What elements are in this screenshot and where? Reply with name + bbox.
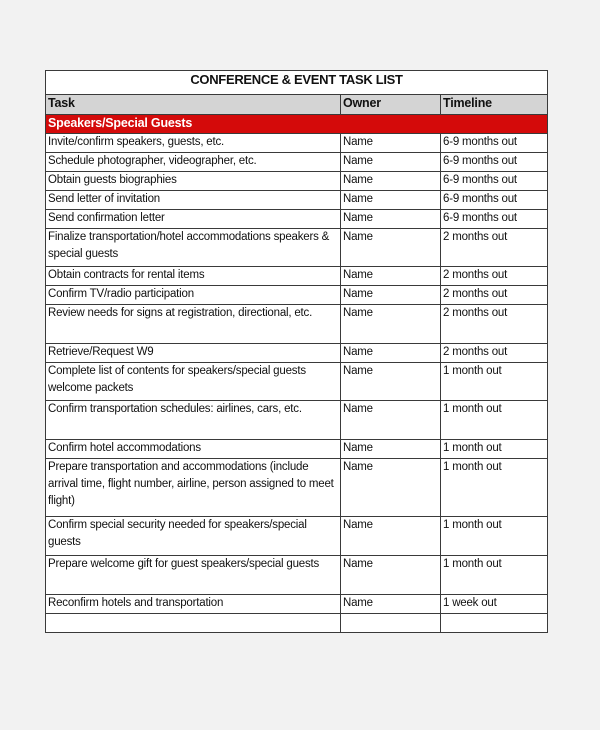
task-cell: Review needs for signs at registration, directional, etc.	[46, 305, 341, 344]
task-cell: Obtain contracts for rental items	[46, 267, 341, 286]
timeline-cell: 2 months out	[441, 286, 548, 305]
table-row	[46, 363, 548, 401]
table-row	[46, 440, 548, 459]
task-cell: Finalize transportation/hotel accommodations speakers & special guests	[46, 229, 341, 267]
table-row	[46, 614, 548, 633]
task-cell: Confirm hotel accommodations	[46, 440, 341, 459]
task-cell: Retrieve/Request W9	[46, 344, 341, 363]
owner-cell: Name	[341, 517, 441, 556]
header-row	[46, 95, 548, 115]
task-cell: Reconfirm hotels and transportation	[46, 595, 341, 614]
owner-cell: Name	[341, 440, 441, 459]
timeline-cell: 6-9 months out	[441, 172, 548, 191]
timeline-cell: 1 month out	[441, 459, 548, 517]
owner-cell: Name	[341, 363, 441, 401]
timeline-cell: 6-9 months out	[441, 134, 548, 153]
timeline-cell: 1 month out	[441, 440, 548, 459]
task-cell: Confirm special security needed for speakers/special guests	[46, 517, 341, 556]
table-row	[46, 134, 548, 153]
task-cell: Prepare transportation and accommodations (include arrival time, flight number, airline, person assigned to meet flight)	[46, 459, 341, 517]
timeline-cell: 1 month out	[441, 556, 548, 595]
task-cell: Invite/confirm speakers, guests, etc.	[46, 134, 341, 153]
task-cell: Send confirmation letter	[46, 210, 341, 229]
title-row	[46, 71, 548, 95]
timeline-cell: 2 months out	[441, 305, 548, 344]
task-cell: Complete list of contents for speakers/special guests welcome packets	[46, 363, 341, 401]
owner-cell: Name	[341, 459, 441, 517]
timeline-cell: 6-9 months out	[441, 191, 548, 210]
timeline-cell	[441, 614, 548, 633]
timeline-cell: 2 months out	[441, 344, 548, 363]
owner-cell: Name	[341, 401, 441, 440]
owner-cell: Name	[341, 191, 441, 210]
timeline-cell: 6-9 months out	[441, 153, 548, 172]
owner-cell: Name	[341, 134, 441, 153]
owner-cell: Name	[341, 344, 441, 363]
table-row	[46, 344, 548, 363]
owner-cell: Name	[341, 286, 441, 305]
owner-cell: Name	[341, 172, 441, 191]
table-row	[46, 191, 548, 210]
table-row	[46, 556, 548, 595]
timeline-cell: 1 month out	[441, 401, 548, 440]
table-row	[46, 229, 548, 267]
table-row	[46, 267, 548, 286]
table-row	[46, 401, 548, 440]
table-row	[46, 517, 548, 556]
timeline-column-header: Timeline	[441, 95, 548, 115]
table-row	[46, 305, 548, 344]
owner-cell: Name	[341, 267, 441, 286]
table-row	[46, 153, 548, 172]
task-cell: Confirm TV/radio participation	[46, 286, 341, 305]
timeline-cell: 6-9 months out	[441, 210, 548, 229]
table-row	[46, 172, 548, 191]
timeline-cell: 1 month out	[441, 363, 548, 401]
task-cell: Send letter of invitation	[46, 191, 341, 210]
table-row	[46, 459, 548, 517]
timeline-cell: 1 week out	[441, 595, 548, 614]
owner-cell: Name	[341, 595, 441, 614]
owner-column-header: Owner	[341, 95, 441, 115]
task-cell: Schedule photographer, videographer, etc.	[46, 153, 341, 172]
table-row	[46, 210, 548, 229]
owner-cell: Name	[341, 229, 441, 267]
table-row	[46, 595, 548, 614]
section-title: Speakers/Special Guests	[46, 115, 548, 134]
owner-cell: Name	[341, 556, 441, 595]
timeline-cell: 1 month out	[441, 517, 548, 556]
timeline-cell: 2 months out	[441, 267, 548, 286]
task-cell: Obtain guests biographies	[46, 172, 341, 191]
table-row	[46, 286, 548, 305]
task-cell: Prepare welcome gift for guest speakers/special guests	[46, 556, 341, 595]
owner-cell: Name	[341, 210, 441, 229]
owner-cell: Name	[341, 153, 441, 172]
task-cell: Confirm transportation schedules: airlines, cars, etc.	[46, 401, 341, 440]
task-list-table	[45, 70, 548, 633]
owner-cell	[341, 614, 441, 633]
table-title: CONFERENCE & EVENT TASK LIST	[46, 71, 548, 95]
task-column-header: Task	[46, 95, 341, 115]
owner-cell: Name	[341, 305, 441, 344]
task-cell	[46, 614, 341, 633]
section-row	[46, 115, 548, 134]
timeline-cell: 2 months out	[441, 229, 548, 267]
